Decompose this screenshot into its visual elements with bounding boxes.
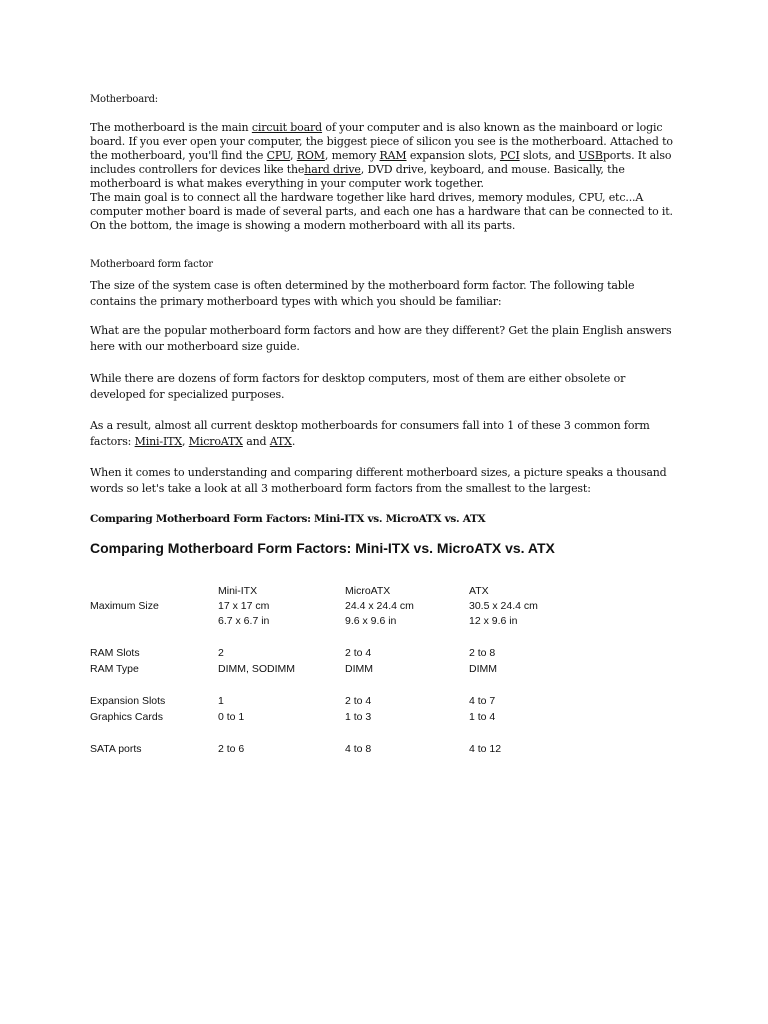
intro-text-7: ports. It also includes controllers for devices like the	[90, 149, 672, 176]
table-cell: 2 to 6	[218, 743, 245, 755]
column-header-microatx: MicroATX	[345, 585, 391, 597]
result-text-4: .	[291, 435, 296, 448]
result-text-3: and	[242, 435, 270, 448]
table-cell: 1 to 3	[345, 711, 372, 723]
table-cell: DIMM, SODIMM	[218, 663, 295, 675]
table-cell: 17 x 17 cm	[218, 600, 270, 612]
link-cpu[interactable]: CPU	[266, 149, 291, 162]
table-cell: 9.6 x 9.6 in	[345, 615, 397, 627]
section-heading-motherboard: Motherboard:	[90, 94, 158, 105]
intro-paragraph	[90, 121, 680, 233]
table-cell: 12 x 9.6 in	[469, 615, 518, 627]
intro-text-6: slots, and	[519, 149, 579, 162]
row-label-expansion-slots: Expansion Slots	[90, 695, 166, 707]
paragraph-form-factor-question: What are the popular motherboard form factors and how are they different? Get the plain English answers here with our motherboard size guide.	[90, 324, 672, 353]
intro-text-5: expansion slots,	[406, 149, 500, 162]
table-cell: 4 to 12	[469, 743, 502, 755]
intro-text-1: The motherboard is the main	[90, 121, 252, 134]
table-cell: 4 to 7	[469, 695, 496, 707]
intro-text-3: ,	[290, 149, 297, 162]
intro-text-2: of your computer and is also known as the mainboard or logic board. If you ever open your computer, the biggest piece of silicon you see is the motherboard. Attached to the motherboard, you'll find the	[90, 121, 673, 162]
table-cell: 1 to 4	[469, 711, 496, 723]
link-ram[interactable]: RAM	[379, 149, 407, 162]
table-title: Comparing Motherboard Form Factors: Mini-ITX vs. MicroATX vs. ATX	[90, 540, 555, 556]
paragraph-picture-speaks: When it comes to understanding and comparing different motherboard sizes, a picture speaks a thousand words so let's take a look at all 3 motherboard form factors from the smallest to the largest:	[90, 466, 667, 495]
link-mini-itx[interactable]: Mini-ITX	[134, 435, 183, 448]
row-label-ram-slots: RAM Slots	[90, 647, 140, 659]
intro-paragraph-2: The main goal is to connect all the hardware together like hard drives, memory modules, CPU, etc...A computer mother board is made of several parts, and each one has a hardware that can be connected to it. On the bottom, the image is showing a modern motherboard with all its parts.	[90, 191, 673, 232]
column-header-mini-itx: Mini-ITX	[218, 585, 258, 597]
link-usb[interactable]: USB	[578, 149, 603, 162]
table-cell: 4 to 8	[345, 743, 372, 755]
link-microatx[interactable]: MicroATX	[188, 435, 243, 448]
row-label-maximum-size: Maximum Size	[90, 600, 159, 612]
table-cell: 2 to 4	[345, 647, 372, 659]
paragraph-dozens-form-factors: While there are dozens of form factors for desktop computers, most of them are either obsolete or developed for specialized purposes.	[90, 372, 626, 401]
column-header-atx: ATX	[469, 585, 489, 597]
row-label-graphics-cards: Graphics Cards	[90, 711, 163, 723]
table-cell: 2 to 4	[345, 695, 372, 707]
paragraph-system-case-size: The size of the system case is often determined by the motherboard form factor. The following table contains the primary motherboard types with which you should be familiar:	[90, 279, 635, 308]
link-pci[interactable]: PCI	[499, 149, 520, 162]
result-text-2: ,	[182, 435, 189, 448]
table-cell: 2 to 8	[469, 647, 496, 659]
paragraph-common-form-factors	[90, 418, 680, 450]
link-circuit-board[interactable]: circuit board	[251, 121, 323, 134]
bold-comparison-heading: Comparing Motherboard Form Factors: Mini-ITX vs. MicroATX vs. ATX	[90, 513, 486, 525]
table-cell: DIMM	[345, 663, 373, 675]
table-cell: 24.4 x 24.4 cm	[345, 600, 414, 612]
result-text-1: As a result, almost all current desktop motherboards for consumers fall into 1 of these 3 common form factors:	[90, 419, 650, 448]
row-label-ram-type: RAM Type	[90, 663, 139, 675]
link-atx[interactable]: ATX	[269, 435, 292, 448]
table-cell: 6.7 x 6.7 in	[218, 615, 270, 627]
table-cell: DIMM	[469, 663, 497, 675]
intro-text-8: , DVD drive, keyboard, and mouse. Basically, the motherboard is what makes everything in your computer work together.	[90, 163, 625, 190]
table-cell: 30.5 x 24.4 cm	[469, 600, 538, 612]
link-hard-drive[interactable]: hard drive	[304, 163, 361, 176]
intro-text-4: , memory	[324, 149, 380, 162]
table-cell: 1	[218, 695, 224, 707]
table-cell: 2	[218, 647, 224, 659]
row-label-sata-ports: SATA ports	[90, 743, 142, 755]
table-cell: 0 to 1	[218, 711, 245, 723]
section-heading-form-factor: Motherboard form factor	[90, 259, 213, 270]
link-rom[interactable]: ROM	[296, 149, 325, 162]
